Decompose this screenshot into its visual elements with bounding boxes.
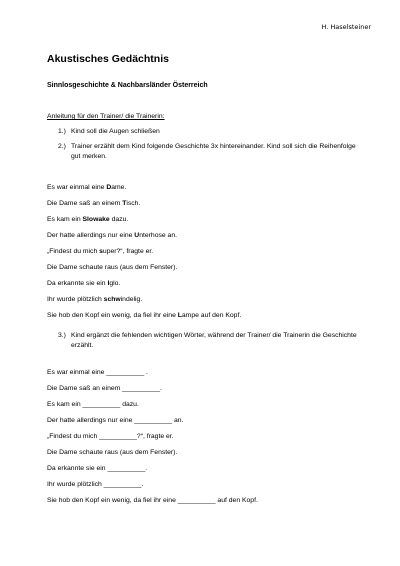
instruction-step (58, 127, 361, 137)
step-text: Kind ergänzt die fehlenden wichtigen Wörter, während der Trainer/ die Trainerin die Geschichte erzählt. (71, 332, 357, 349)
story-line: Die Dame schaute raus (aus dem Fenster). (47, 264, 178, 271)
step-number: 2.) (58, 143, 66, 150)
instructions-heading: Anleitung für den Trainer/ die Trainerin: (47, 113, 165, 120)
author-name: H. Haselsteiner (321, 23, 371, 31)
cloze-line: Es kam ein __________ dazu. (47, 401, 139, 408)
step-number: 1.) (58, 128, 66, 135)
story-line: Da erkannte sie ein Iglo. (47, 280, 121, 287)
story-line: „Findest du mich super?“, fragte er. (47, 248, 154, 255)
story-line: Der hatte allerdings nur eine Unterhose an. (47, 232, 177, 239)
cloze-line: Die Dame schaute raus (aus dem Fenster). (47, 449, 178, 456)
cloze-line: Ihr wurde plötzlich __________. (47, 481, 144, 488)
cloze-line: Die Dame saß an einem __________. (47, 385, 162, 392)
instruction-step (58, 142, 361, 161)
story-line: Ihr wurde plötzlich schwindelig. (47, 296, 143, 303)
story-line: Sie hob den Kopf ein wenig, da fiel ihr eine Lampe auf den Kopf. (47, 312, 242, 319)
step-text: Trainer erzählt dem Kind folgende Geschichte 3x hintereinander. Kind soll sich die Reihenfolge gut merken. (71, 143, 356, 160)
step-text: Kind soll die Augen schließen (71, 128, 160, 135)
story-line: Es war einmal eine Dame. (47, 184, 127, 191)
cloze-line: „Findest du mich __________?“, fragte er. (47, 433, 174, 440)
step-number: 3.) (58, 332, 66, 339)
story-line: Es kam ein Slowake dazu. (47, 216, 129, 223)
cloze-line: Es war einmal eine __________ . (47, 369, 148, 376)
cloze-line: Sie hob den Kopf ein wenig, da fiel ihr eine __________ auf den Kopf. (47, 497, 258, 504)
cloze-line: Der hatte allerdings nur eine __________ an. (47, 417, 184, 424)
instruction-step (58, 331, 361, 350)
cloze-line: Da erkannte sie ein __________. (47, 465, 148, 472)
page-title: Akustisches Gedächtnis (47, 53, 169, 65)
page-subtitle: Sinnlosgeschichte & Nachbarsländer Österreich (47, 82, 208, 89)
story-line: Die Dame saß an einem Tisch. (47, 200, 141, 207)
